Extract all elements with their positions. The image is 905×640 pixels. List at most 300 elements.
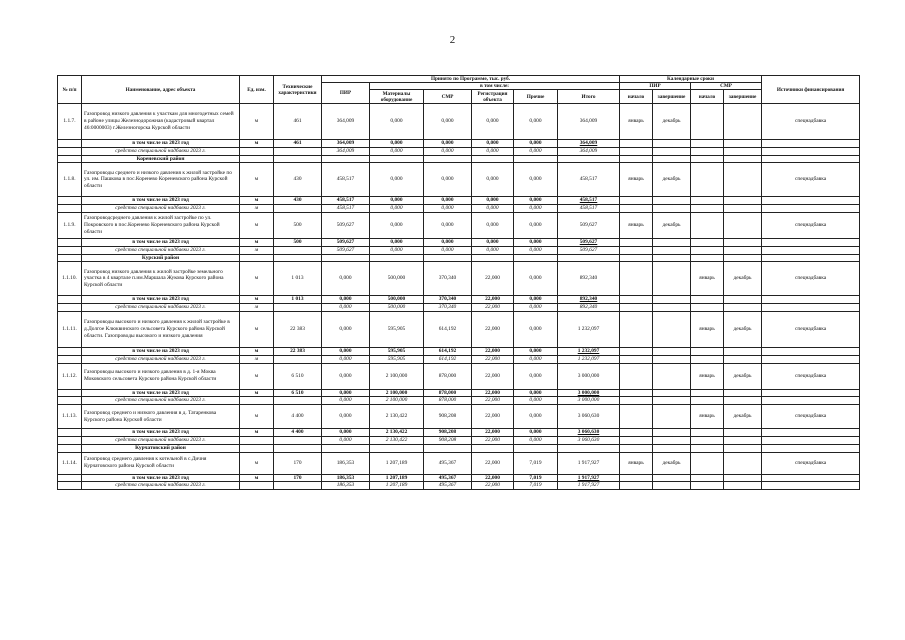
other-cell: 0,000 bbox=[514, 197, 558, 205]
empty-cell bbox=[691, 474, 724, 482]
empty-cell bbox=[762, 482, 860, 490]
smr-end-cell bbox=[724, 452, 762, 474]
mat-cell: 2 130,422 bbox=[370, 405, 424, 429]
pir-cell: 0,000 bbox=[322, 436, 370, 444]
smr-cell: 614,192 bbox=[424, 311, 472, 347]
subtotal-label: в том числе на 2023 год bbox=[82, 474, 240, 482]
other-cell: 0,000 bbox=[514, 436, 558, 444]
pir-cell: 0,000 bbox=[322, 304, 370, 312]
object-name: Газопроводсреднего давления к жилой застройке по ул. Покровского в пос.Коренево Кореневского района Курской области bbox=[82, 212, 240, 238]
mat-cell: 0,000 bbox=[370, 104, 424, 140]
special-fund-label: средства специальной надбавки 2023 г. bbox=[82, 436, 240, 444]
pir-cell: 0,000 bbox=[322, 296, 370, 304]
row-number: 1.1.11. bbox=[58, 311, 82, 347]
total-cell: 1 232,097 bbox=[558, 355, 620, 363]
reg-cell: 22,000 bbox=[472, 355, 514, 363]
empty-cell bbox=[653, 197, 691, 205]
empty-cell bbox=[620, 147, 653, 155]
tech-cell: 461 bbox=[274, 104, 322, 140]
special-fund-row bbox=[58, 246, 860, 254]
unit-cell: м bbox=[240, 405, 274, 429]
empty-cell bbox=[620, 296, 653, 304]
mat-cell: 2 100,000 bbox=[370, 397, 424, 405]
header-cal-pir: ПИР bbox=[620, 83, 691, 90]
mat-cell: 0,000 bbox=[370, 246, 424, 254]
empty-cell bbox=[691, 389, 724, 397]
unit-cell: м bbox=[240, 363, 274, 389]
tech-cell bbox=[274, 147, 322, 155]
empty-cell bbox=[724, 482, 762, 490]
total-cell: 892,340 bbox=[558, 296, 620, 304]
header-funds: Принято по Программе, тыс. руб. bbox=[322, 76, 620, 83]
smr-start-cell: январь bbox=[691, 311, 724, 347]
empty-cell bbox=[558, 155, 620, 163]
unit-cell: м bbox=[240, 474, 274, 482]
subtotal-label: в том числе на 2023 год bbox=[82, 347, 240, 355]
unit-cell: м bbox=[240, 262, 274, 296]
unit-cell: м bbox=[240, 212, 274, 238]
table-row bbox=[58, 262, 860, 296]
mat-cell: 500,000 bbox=[370, 262, 424, 296]
header-total: Итого bbox=[558, 90, 620, 104]
empty-cell bbox=[653, 436, 691, 444]
pir-cell: 0,000 bbox=[322, 311, 370, 347]
total-cell: 3 060,630 bbox=[558, 405, 620, 429]
region-row bbox=[58, 444, 860, 452]
smr-cell: 370,340 bbox=[424, 262, 472, 296]
empty-cell bbox=[724, 197, 762, 205]
other-cell: 0,000 bbox=[514, 205, 558, 213]
other-cell: 7,019 bbox=[514, 452, 558, 474]
object-name: Газопровод низкого давления к участкам для многодетных семей в районе улицы Железнодорожная (кадастровый квартал 46:0000003) г.Железногорска Курской области bbox=[82, 104, 240, 140]
total-cell: 3 000,000 bbox=[558, 363, 620, 389]
empty-cell bbox=[274, 155, 322, 163]
tech-cell: 22 383 bbox=[274, 311, 322, 347]
total-cell: 1 917,927 bbox=[558, 452, 620, 474]
header-other: Прочие bbox=[514, 90, 558, 104]
header-tech: Технические характеристики bbox=[274, 76, 322, 104]
empty-cell bbox=[762, 246, 860, 254]
smr-end-cell bbox=[724, 163, 762, 197]
pir-cell: 186,353 bbox=[322, 452, 370, 474]
reg-cell: 0,000 bbox=[472, 238, 514, 246]
other-cell: 0,000 bbox=[514, 397, 558, 405]
unit-cell: м bbox=[240, 389, 274, 397]
tech-cell bbox=[274, 205, 322, 213]
empty-cell bbox=[620, 474, 653, 482]
mat-cell: 0,000 bbox=[370, 205, 424, 213]
tech-cell: 6 510 bbox=[274, 363, 322, 389]
empty-cell bbox=[370, 444, 424, 452]
tech-cell: 4 400 bbox=[274, 429, 322, 437]
unit-cell: м bbox=[240, 296, 274, 304]
header-unit: Ед. изм. bbox=[240, 76, 274, 104]
tech-cell bbox=[274, 246, 322, 254]
subtotal-label: в том числе на 2023 год bbox=[82, 429, 240, 437]
empty-cell bbox=[762, 155, 860, 163]
empty-cell bbox=[691, 355, 724, 363]
total-cell: 1 232,097 bbox=[558, 347, 620, 355]
tech-cell: 1 013 bbox=[274, 262, 322, 296]
empty-cell bbox=[653, 355, 691, 363]
unit-cell: м bbox=[240, 104, 274, 140]
empty-cell bbox=[322, 155, 370, 163]
empty-cell bbox=[724, 347, 762, 355]
tech-cell: 170 bbox=[274, 452, 322, 474]
header-name: Наименование, адрес объекта bbox=[82, 76, 240, 104]
special-fund-row bbox=[58, 397, 860, 405]
other-cell: 0,000 bbox=[514, 304, 558, 312]
tech-cell bbox=[274, 355, 322, 363]
table-row bbox=[58, 363, 860, 389]
mat-cell: 595,905 bbox=[370, 347, 424, 355]
smr-cell: 908,208 bbox=[424, 405, 472, 429]
num-cell bbox=[58, 205, 82, 213]
row-number: 1.1.14. bbox=[58, 452, 82, 474]
pir-start-cell: январь bbox=[620, 104, 653, 140]
empty-cell bbox=[620, 482, 653, 490]
smr-end-cell bbox=[724, 104, 762, 140]
empty-cell bbox=[653, 205, 691, 213]
subtotal-row bbox=[58, 140, 860, 148]
reg-cell: 22,000 bbox=[472, 262, 514, 296]
header-reg: Регистрация объекта bbox=[472, 90, 514, 104]
subtotal-label: в том числе на 2023 год bbox=[82, 296, 240, 304]
pir-cell: 0,000 bbox=[322, 355, 370, 363]
empty-cell bbox=[424, 444, 472, 452]
object-name: Газопроводы высокого и низкого давления к жилой застройке в д.Долгое Клюквинского сельсовета Курского района Курской области. Газопроводы высокого и низкого давления bbox=[82, 311, 240, 347]
smr-cell: 0,000 bbox=[424, 147, 472, 155]
smr-cell: 0,000 bbox=[424, 205, 472, 213]
empty-cell bbox=[691, 304, 724, 312]
header-pir-end: завершение bbox=[653, 90, 691, 104]
tech-cell: 170 bbox=[274, 474, 322, 482]
smr-end-cell: декабрь bbox=[724, 363, 762, 389]
pir-cell: 0,000 bbox=[322, 397, 370, 405]
header-pir-start: начало bbox=[620, 90, 653, 104]
header-smr: СМР bbox=[424, 90, 472, 104]
smr-cell: 878,000 bbox=[424, 397, 472, 405]
empty-cell bbox=[691, 147, 724, 155]
object-name: Газопровод низкого давления к жилой застройке земельного участка в 4 квартале п.им.Маршала Жукова Курского района Курской области bbox=[82, 262, 240, 296]
reg-cell: 22,000 bbox=[472, 452, 514, 474]
other-cell: 0,000 bbox=[514, 389, 558, 397]
smr-end-cell bbox=[724, 212, 762, 238]
empty-cell bbox=[762, 140, 860, 148]
pir-cell: 0,000 bbox=[322, 347, 370, 355]
smr-start-cell bbox=[691, 163, 724, 197]
empty-cell bbox=[558, 444, 620, 452]
smr-cell: 370,340 bbox=[424, 296, 472, 304]
unit-cell bbox=[240, 397, 274, 405]
empty-cell bbox=[274, 444, 322, 452]
total-cell: 1 917,927 bbox=[558, 474, 620, 482]
pir-start-cell: январь bbox=[620, 452, 653, 474]
num-cell bbox=[58, 347, 82, 355]
total-cell: 3 000,000 bbox=[558, 397, 620, 405]
empty-cell bbox=[620, 155, 653, 163]
num-cell bbox=[58, 389, 82, 397]
special-fund-label: средства специальной надбавки 2023 г. bbox=[82, 246, 240, 254]
unit-cell: м bbox=[240, 452, 274, 474]
total-cell: 364,009 bbox=[558, 147, 620, 155]
empty-cell bbox=[472, 254, 514, 262]
source-cell: спецнадбавка bbox=[762, 452, 860, 474]
empty-cell bbox=[653, 254, 691, 262]
reg-cell: 22,000 bbox=[472, 311, 514, 347]
header-cal-smr: СМР bbox=[691, 83, 762, 90]
reg-cell: 0,000 bbox=[472, 212, 514, 238]
empty-cell bbox=[653, 429, 691, 437]
row-number: 1.1.13. bbox=[58, 405, 82, 429]
empty-cell bbox=[424, 254, 472, 262]
header-num: № п/п bbox=[58, 76, 82, 104]
smr-start-cell bbox=[691, 452, 724, 474]
smr-end-cell: декабрь bbox=[724, 405, 762, 429]
mat-cell: 2 100,000 bbox=[370, 363, 424, 389]
smr-cell: 614,192 bbox=[424, 355, 472, 363]
mat-cell: 2 130,422 bbox=[370, 429, 424, 437]
other-cell: 0,000 bbox=[514, 355, 558, 363]
source-cell: спецнадбавка bbox=[762, 212, 860, 238]
smr-cell: 0,000 bbox=[424, 238, 472, 246]
empty-cell bbox=[691, 482, 724, 490]
special-fund-label: средства специальной надбавки 2023 г. bbox=[82, 147, 240, 155]
smr-cell: 0,000 bbox=[424, 212, 472, 238]
total-cell: 3 000,000 bbox=[558, 389, 620, 397]
empty-cell bbox=[762, 429, 860, 437]
pir-cell: 364,009 bbox=[322, 104, 370, 140]
smr-end-cell: декабрь bbox=[724, 311, 762, 347]
unit-cell: м bbox=[240, 347, 274, 355]
tech-cell bbox=[274, 397, 322, 405]
smr-cell: 0,000 bbox=[424, 104, 472, 140]
special-fund-row bbox=[58, 205, 860, 213]
total-cell: 364,009 bbox=[558, 140, 620, 148]
total-cell: 1 232,097 bbox=[558, 311, 620, 347]
source-cell: спецнадбавка bbox=[762, 104, 860, 140]
empty-cell bbox=[724, 304, 762, 312]
header-smr-start: начало bbox=[691, 90, 724, 104]
special-fund-label: средства специальной надбавки 2023 г. bbox=[82, 205, 240, 213]
empty-cell bbox=[762, 197, 860, 205]
reg-cell: 22,000 bbox=[472, 474, 514, 482]
unit-cell: м bbox=[240, 311, 274, 347]
total-cell: 458,517 bbox=[558, 205, 620, 213]
special-fund-row bbox=[58, 436, 860, 444]
empty-cell bbox=[762, 355, 860, 363]
num-cell bbox=[58, 140, 82, 148]
pir-end-cell bbox=[653, 405, 691, 429]
total-cell: 509,627 bbox=[558, 246, 620, 254]
empty-cell bbox=[691, 140, 724, 148]
tech-cell: 461 bbox=[274, 140, 322, 148]
reg-cell: 0,000 bbox=[472, 197, 514, 205]
smr-start-cell bbox=[691, 212, 724, 238]
reg-cell: 22,000 bbox=[472, 347, 514, 355]
subtotal-label: в том числе на 2023 год bbox=[82, 140, 240, 148]
smr-end-cell: декабрь bbox=[724, 262, 762, 296]
pir-cell: 509,627 bbox=[322, 246, 370, 254]
subtotal-row bbox=[58, 197, 860, 205]
pir-cell: 364,009 bbox=[322, 147, 370, 155]
num-cell bbox=[58, 482, 82, 490]
subtotal-row bbox=[58, 429, 860, 437]
empty-cell bbox=[691, 429, 724, 437]
empty-cell bbox=[620, 355, 653, 363]
smr-cell: 0,000 bbox=[424, 197, 472, 205]
mat-cell: 1 207,189 bbox=[370, 474, 424, 482]
empty-cell bbox=[274, 254, 322, 262]
empty-cell bbox=[724, 254, 762, 262]
num-cell bbox=[58, 436, 82, 444]
empty-cell bbox=[724, 355, 762, 363]
reg-cell: 22,000 bbox=[472, 397, 514, 405]
other-cell: 0,000 bbox=[514, 163, 558, 197]
mat-cell: 2 100,000 bbox=[370, 389, 424, 397]
empty-cell bbox=[691, 155, 724, 163]
empty-cell bbox=[514, 444, 558, 452]
empty-cell bbox=[691, 205, 724, 213]
empty-cell bbox=[322, 254, 370, 262]
empty-cell bbox=[724, 238, 762, 246]
mat-cell: 0,000 bbox=[370, 140, 424, 148]
tech-cell bbox=[274, 436, 322, 444]
empty-cell bbox=[724, 389, 762, 397]
num-cell bbox=[58, 355, 82, 363]
empty-cell bbox=[620, 429, 653, 437]
empty-cell bbox=[653, 140, 691, 148]
empty-cell bbox=[762, 397, 860, 405]
other-cell: 0,000 bbox=[514, 246, 558, 254]
empty-cell bbox=[240, 254, 274, 262]
smr-cell: 495,367 bbox=[424, 482, 472, 490]
empty-cell bbox=[620, 304, 653, 312]
empty-cell bbox=[514, 254, 558, 262]
other-cell: 0,000 bbox=[514, 363, 558, 389]
smr-cell: 495,367 bbox=[424, 474, 472, 482]
subtotal-label: в том числе на 2023 год bbox=[82, 238, 240, 246]
unit-cell bbox=[240, 436, 274, 444]
reg-cell: 22,000 bbox=[472, 363, 514, 389]
tech-cell: 430 bbox=[274, 197, 322, 205]
subtotal-label: в том числе на 2023 год bbox=[82, 197, 240, 205]
num-cell bbox=[58, 444, 82, 452]
empty-cell bbox=[653, 482, 691, 490]
mat-cell: 0,000 bbox=[370, 163, 424, 197]
empty-cell bbox=[691, 347, 724, 355]
pir-cell: 0,000 bbox=[322, 262, 370, 296]
smr-cell: 878,000 bbox=[424, 363, 472, 389]
empty-cell bbox=[691, 197, 724, 205]
total-cell: 509,627 bbox=[558, 212, 620, 238]
empty-cell bbox=[724, 147, 762, 155]
empty-cell bbox=[620, 197, 653, 205]
tech-cell: 4 400 bbox=[274, 405, 322, 429]
special-fund-row bbox=[58, 147, 860, 155]
unit-cell: м bbox=[240, 246, 274, 254]
empty-cell bbox=[514, 155, 558, 163]
empty-cell bbox=[653, 397, 691, 405]
region-row bbox=[58, 254, 860, 262]
header-materials: Материалы оборудование bbox=[370, 90, 424, 104]
table-body bbox=[58, 104, 860, 490]
empty-cell bbox=[653, 238, 691, 246]
row-number: 1.1.9. bbox=[58, 212, 82, 238]
empty-cell bbox=[762, 238, 860, 246]
empty-cell bbox=[724, 397, 762, 405]
unit-cell: м bbox=[240, 238, 274, 246]
num-cell bbox=[58, 429, 82, 437]
subtotal-row bbox=[58, 347, 860, 355]
empty-cell bbox=[653, 155, 691, 163]
empty-cell bbox=[653, 246, 691, 254]
mat-cell: 0,000 bbox=[370, 147, 424, 155]
empty-cell bbox=[620, 246, 653, 254]
empty-cell bbox=[620, 347, 653, 355]
num-cell bbox=[58, 155, 82, 163]
pir-start-cell bbox=[620, 405, 653, 429]
pir-end-cell: декабрь bbox=[653, 104, 691, 140]
empty-cell bbox=[724, 436, 762, 444]
num-cell bbox=[58, 397, 82, 405]
table-row bbox=[58, 452, 860, 474]
reg-cell: 0,000 bbox=[472, 163, 514, 197]
empty-cell bbox=[762, 436, 860, 444]
other-cell: 7,019 bbox=[514, 482, 558, 490]
total-cell: 1 917,927 bbox=[558, 482, 620, 490]
table-row bbox=[58, 405, 860, 429]
mat-cell: 500,000 bbox=[370, 296, 424, 304]
pir-cell: 0,000 bbox=[322, 363, 370, 389]
reg-cell: 22,000 bbox=[472, 482, 514, 490]
empty-cell bbox=[472, 444, 514, 452]
empty-cell bbox=[762, 147, 860, 155]
mat-cell: 2 130,422 bbox=[370, 436, 424, 444]
row-number: 1.1.12. bbox=[58, 363, 82, 389]
object-name: Газопровод среднего давления к котельной в с.Дичня Курчатовского района Курской области bbox=[82, 452, 240, 474]
special-fund-label: средства специальной надбавки 2023 г. bbox=[82, 397, 240, 405]
reg-cell: 22,000 bbox=[472, 304, 514, 312]
empty-cell bbox=[620, 205, 653, 213]
source-cell: спецнадбавка bbox=[762, 363, 860, 389]
object-name: Газопроводы высокого и низкого давления в д. 1-я Моква Моковского сельсовета Курского района Курской области bbox=[82, 363, 240, 389]
subtotal-row bbox=[58, 238, 860, 246]
header-source: Источники финансирования bbox=[762, 76, 860, 104]
empty-cell bbox=[724, 140, 762, 148]
pir-start-cell bbox=[620, 262, 653, 296]
mat-cell: 1 207,189 bbox=[370, 482, 424, 490]
empty-cell bbox=[724, 474, 762, 482]
tech-cell: 500 bbox=[274, 238, 322, 246]
empty-cell bbox=[620, 140, 653, 148]
pir-cell: 364,009 bbox=[322, 140, 370, 148]
tech-cell: 22 383 bbox=[274, 347, 322, 355]
region-row bbox=[58, 155, 860, 163]
page-number: 2 bbox=[449, 34, 456, 46]
smr-cell: 614,192 bbox=[424, 347, 472, 355]
other-cell: 0,000 bbox=[514, 104, 558, 140]
total-cell: 892,340 bbox=[558, 262, 620, 296]
unit-cell: м bbox=[240, 304, 274, 312]
empty-cell bbox=[691, 397, 724, 405]
pir-cell: 0,000 bbox=[322, 389, 370, 397]
pir-start-cell bbox=[620, 311, 653, 347]
other-cell: 0,000 bbox=[514, 405, 558, 429]
mat-cell: 500,000 bbox=[370, 304, 424, 312]
region-name: Кореневский район bbox=[82, 155, 240, 163]
table-row bbox=[58, 212, 860, 238]
